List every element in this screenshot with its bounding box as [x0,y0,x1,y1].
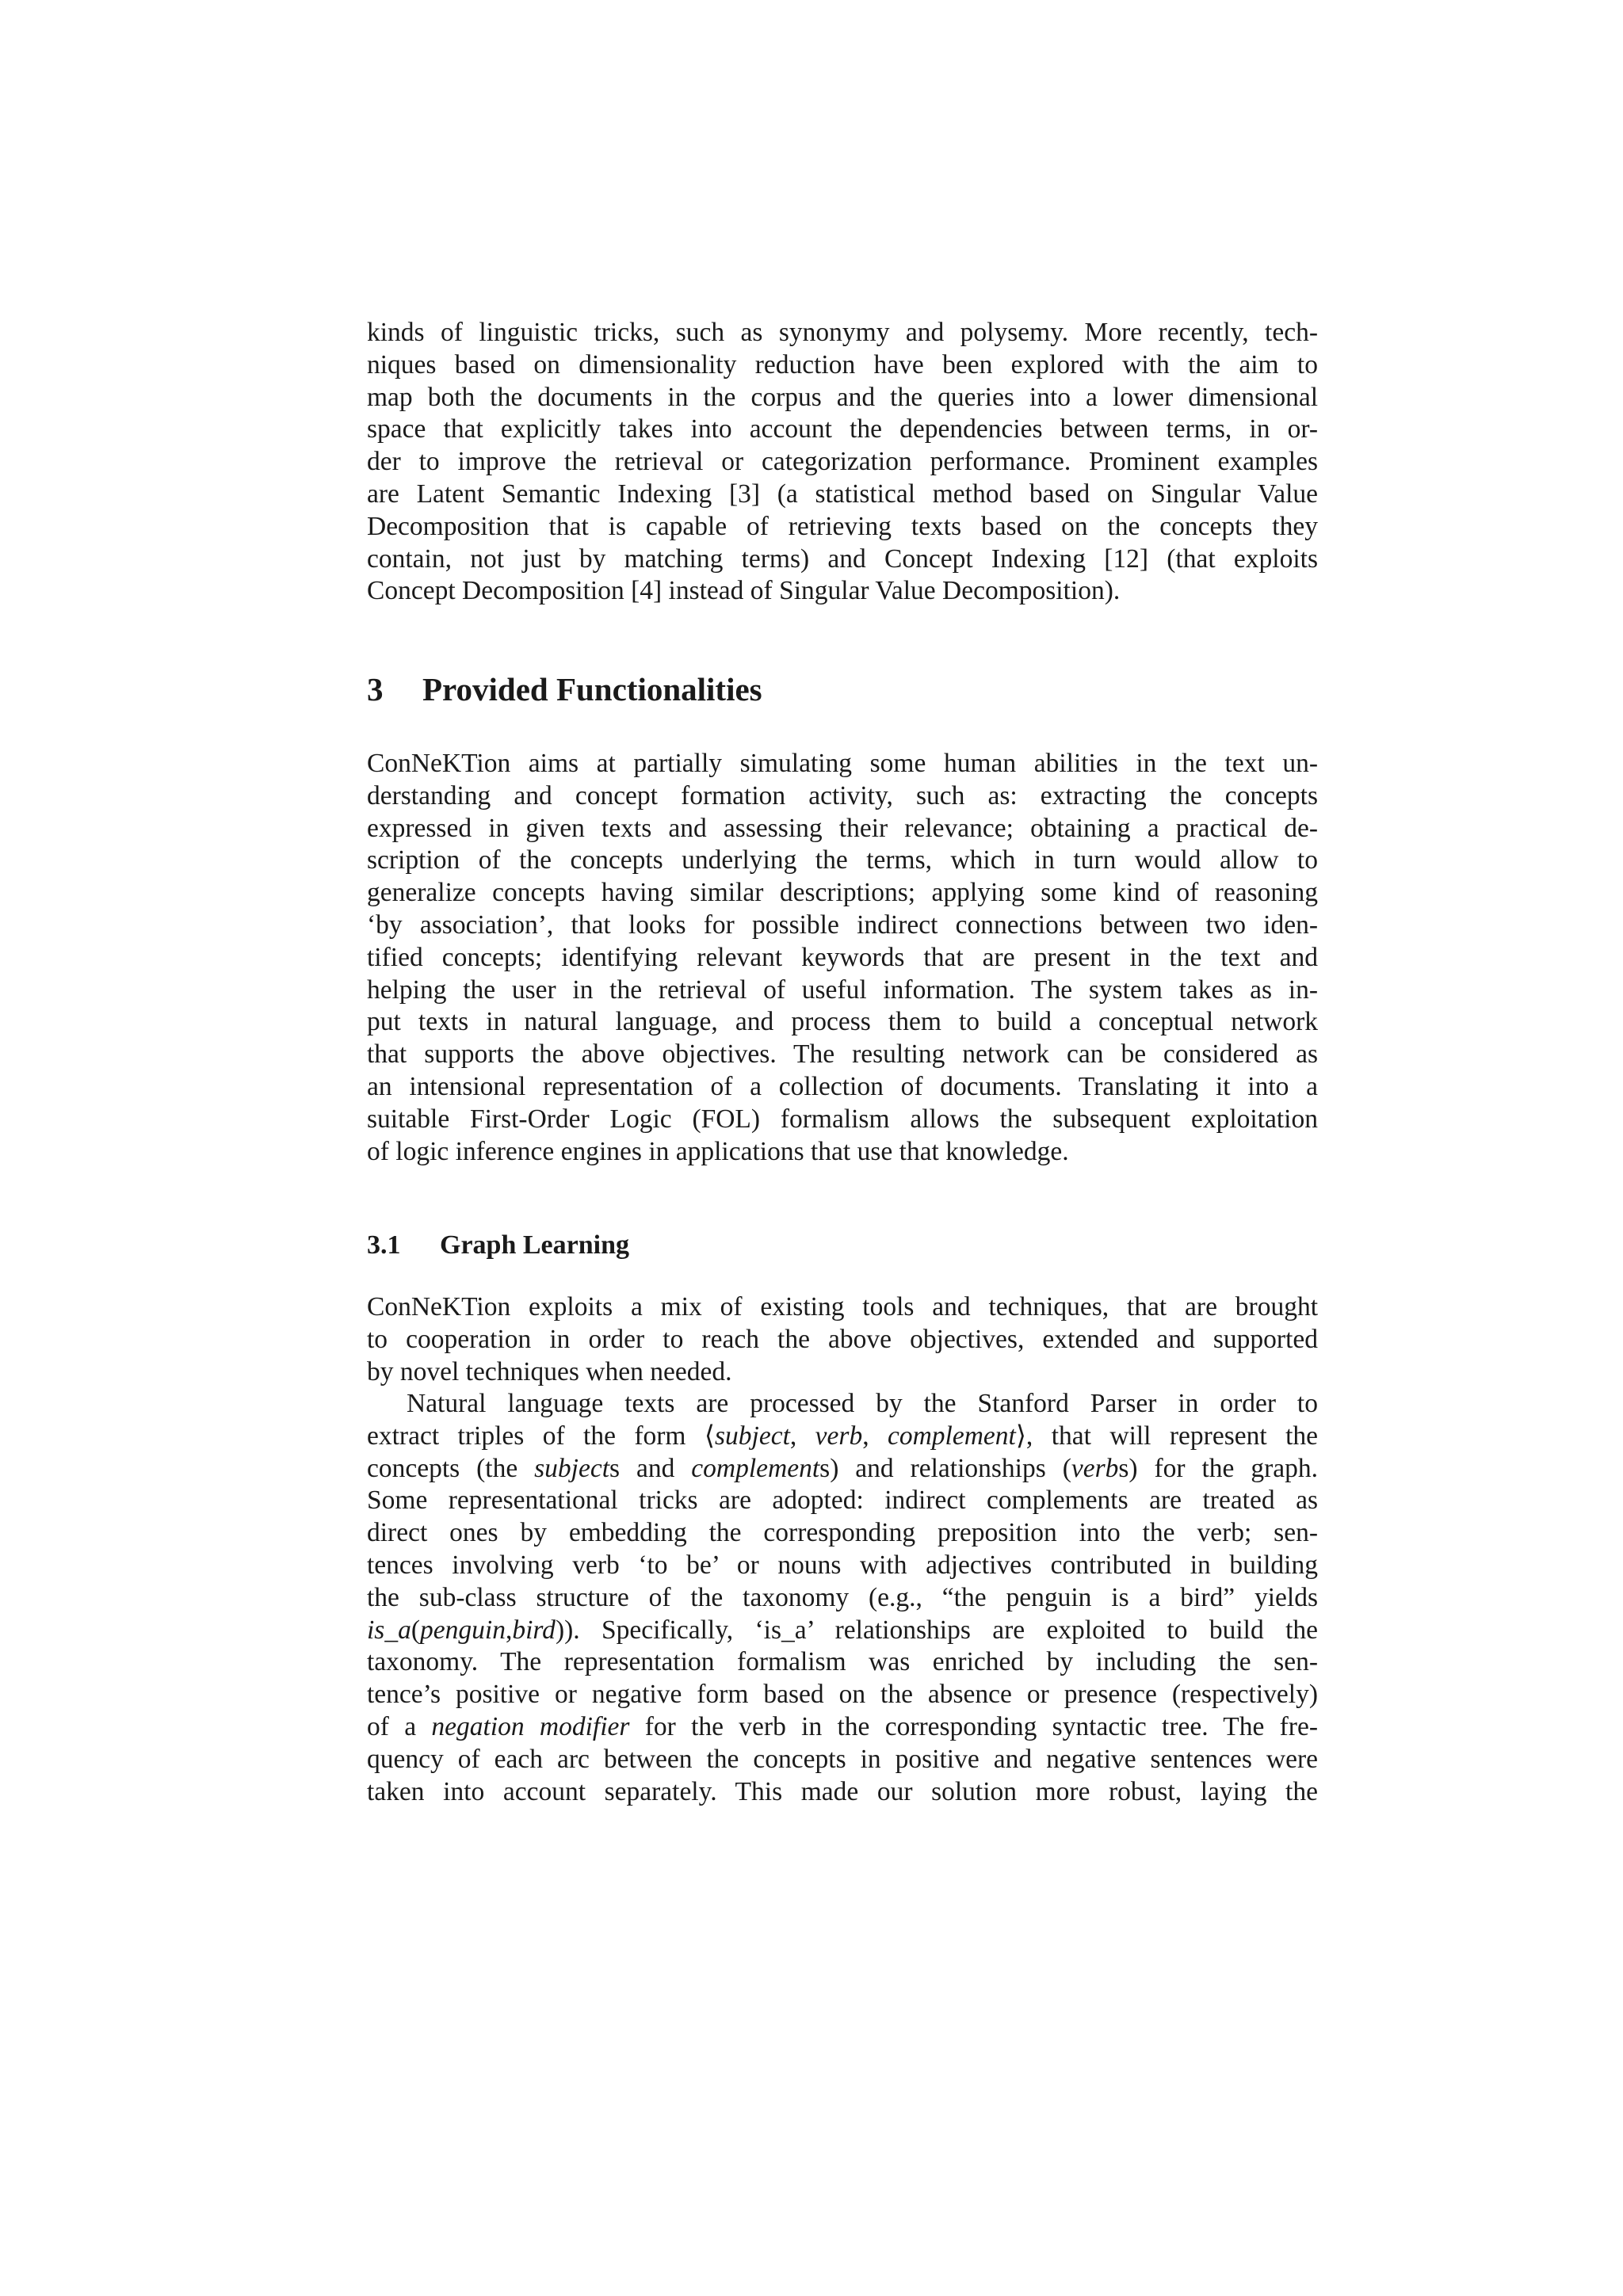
text-line: space that explicitly takes into account the dependencies between terms, in or- [367,414,1318,444]
intro-paragraph-text [367,317,1318,608]
term-verb: verb [815,1421,863,1451]
text-line: tences involving verb ‘to be’ or nouns with adjectives contributed in building [367,1550,1318,1580]
text-line: Natural language texts are processed by the Stanford Parser in order to [407,1389,1318,1418]
text-line: generalize concepts having similar descriptions; applying some kind of reasoning [367,878,1318,908]
term-complement: complement [888,1421,1016,1451]
text-line: Concept Decomposition [4] instead of Singular Value Decomposition). [367,576,1121,606]
text-line: are Latent Semantic Indexing [3] (a statistical method based on Singular Value [367,479,1318,509]
text-run: , [862,1421,888,1451]
term-is-a: is_a [367,1615,411,1645]
text-run: )). Specifically, ‘is_a’ relationships are exploited to build the [555,1615,1318,1645]
text-run: s and [609,1453,692,1483]
text-line: contain, not just by matching terms) and Concept Indexing [12] (that exploits [367,543,1318,574]
text-line: expressed in given texts and assessing their relevance; obtaining a practical de- [367,813,1318,843]
term-verbs: verb [1071,1453,1119,1483]
subsection-3-1-paragraph-1 [367,1291,1318,1388]
text-line: of logic inference engines in applications that use that knowledge. [367,1136,1069,1166]
term-complements: complement [691,1453,820,1483]
section-heading-3 [367,670,762,708]
text-run: ⟩, that will represent the [1015,1421,1319,1451]
text-run: , [505,1615,513,1645]
term-negation-modifier: negation modifier [431,1711,630,1741]
term-bird: bird [512,1615,556,1645]
text-line: niques based on dimensionality reduction have been explored with the aim to [367,349,1318,379]
subsection-number: 3.1 [367,1230,401,1260]
section-title: Provided Functionalities [422,671,762,707]
term-subject: subject [714,1421,790,1451]
text-run: ( [411,1615,421,1645]
term-subjects: subject [534,1453,610,1483]
text-line: to cooperation in order to reach the above objectives, extended and supported [367,1324,1318,1354]
section-3-paragraph [367,748,1318,1168]
text-line: tence’s positive or negative form based on the absence or presence (respectively) [367,1680,1318,1710]
text-run: extract triples of the form ⟨ [367,1421,715,1451]
text-run: for the verb in the corresponding syntactic tree. The fre- [629,1711,1318,1741]
text-run: s) and relationships ( [819,1453,1071,1483]
text-run: concepts (the [367,1453,535,1483]
text-line: an intensional representation of a collection of documents. Translating it into a [367,1071,1318,1101]
text-line: direct ones by embedding the corresponding preposition into the verb; sen- [367,1518,1318,1548]
text-line: Some representational tricks are adopted: indirect complements are treated as [367,1486,1318,1516]
text-line: helping the user in the retrieval of useful information. The system takes as in- [367,974,1318,1005]
text-line: derstanding and concept formation activity, such as: extracting the concepts [367,780,1318,810]
text-line: tified concepts; identifying relevant keywords that are present in the text and [367,942,1318,972]
text-line: der to improve the retrieval or categorization performance. Prominent examples [367,447,1318,477]
text-line: ConNeKTion exploits a mix of existing tools and techniques, that are brought [367,1292,1318,1322]
text-line: that supports the above objectives. The resulting network can be considered as [367,1039,1318,1070]
section-number: 3 [367,671,384,707]
subsection-3-1-paragraph-2 [367,1388,1318,1808]
text-run: s) for the graph. [1118,1453,1318,1483]
text-line: by novel techniques when needed. [367,1356,732,1386]
term-penguin: penguin [420,1615,506,1645]
text-line: ConNeKTion aims at partially simulating some human abilities in the text un- [367,749,1318,778]
text-line: Decomposition that is capable of retrieving texts based on the concepts they [367,511,1318,541]
text-line: quency of each arc between the concepts in positive and negative sentences were [367,1744,1318,1774]
subsection-title: Graph Learning [440,1230,629,1260]
intro-paragraph [367,317,1318,608]
text-line: taxonomy. The representation formalism was enriched by including the sen- [367,1647,1318,1677]
text-run: of a [367,1711,432,1741]
text-line [367,1421,1318,1453]
text-line: taken into account separately. This made our solution more robust, laying the [367,1776,1318,1806]
text-run: , [789,1421,815,1451]
subsection-3-1-paragraph-2-text [367,1388,1318,1808]
text-line: put texts in natural language, and process them to build a conceptual network [367,1007,1318,1037]
text-line: suitable First-Order Logic (FOL) formalism allows the subsequent exploitation [367,1104,1318,1134]
text-line [367,1453,1318,1486]
text-line: ‘by association’, that looks for possible indirect connections between two iden- [367,910,1318,940]
section-3-paragraph-text [367,748,1318,1168]
text-line: kinds of linguistic tricks, such as synonymy and polysemy. More recently, tech- [367,318,1318,347]
subsection-heading-3-1 [367,1230,629,1261]
subsection-3-1-paragraph-1-text [367,1291,1318,1388]
text-line [367,1711,1318,1744]
text-line [367,1615,1318,1647]
text-line: scription of the concepts underlying the terms, which in turn would allow to [367,845,1318,875]
text-line: the sub-class structure of the taxonomy (e.g., “the penguin is a bird” yields [367,1582,1318,1612]
text-line: map both the documents in the corpus and the queries into a lower dimensional [367,382,1318,412]
